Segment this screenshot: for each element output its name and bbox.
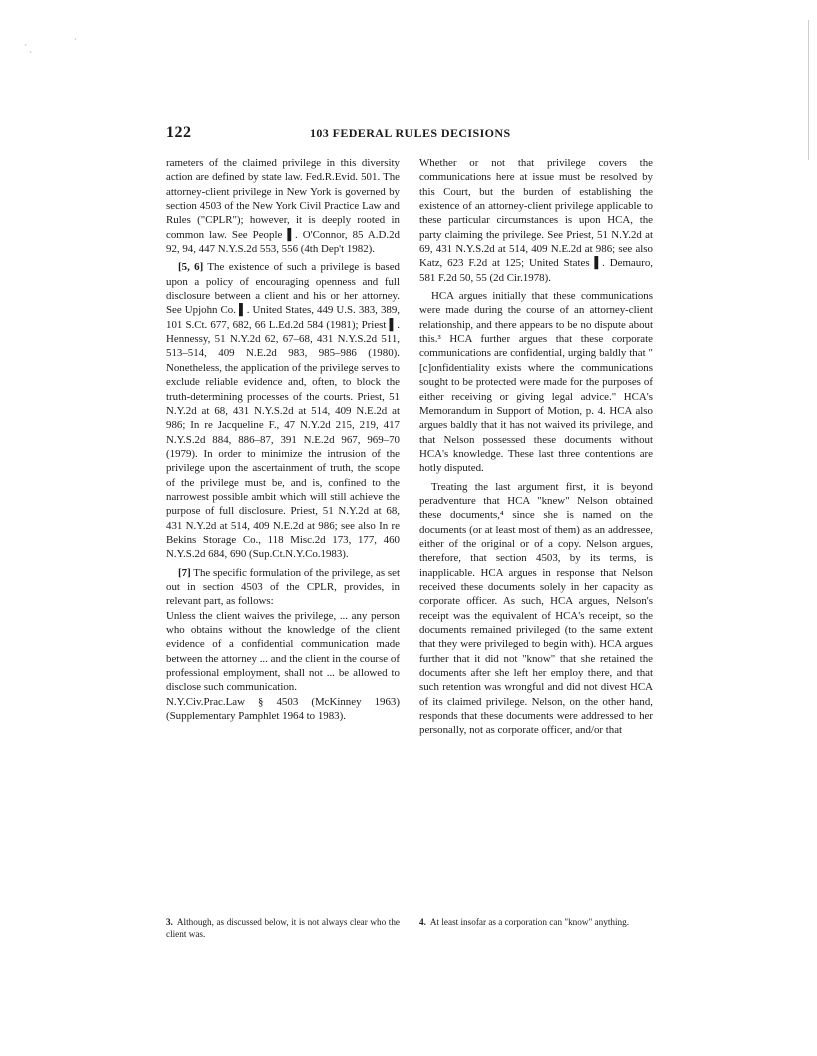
- headnote-number: [7]: [178, 566, 191, 579]
- scan-edge-line: [808, 20, 809, 160]
- footnote-number: 3.: [166, 917, 173, 927]
- paragraph: [166, 566, 400, 609]
- scan-speck: ˊ: [74, 37, 77, 47]
- footnote-number: 4.: [419, 917, 426, 927]
- paragraph-text: The specific formulation of the privilege, as set out in section 4503 of the CPLR, provides, in relevant part, as follows:: [166, 566, 400, 608]
- scan-speck: ˊ ˎ: [24, 43, 33, 53]
- block-quote: Unless the client waives the privilege, ... any person who obtains without the knowledge of the client evidence of a confidential communication made between the attorney ... and the client in the course of professional employment, shall not ... be allowed to disclose such communication.: [166, 609, 400, 694]
- paragraph-text: The existence of such a privilege is based upon a policy of encouraging openness and full disclosure between a client and his or her attorney. See Upjohn Co. ▌. United States, 449 U.S. 383, 389, 101 S.Ct. 677, 682, 66 L.Ed.2d 584 (1981); Priest ▌. Hennessy, 51 N.Y.2d 62, 67–68, 431 N.Y.S.2d 511, 513–514, 409 N.E.2d 983, 985–986 (1980). Nonetheless, the application of the privilege serves to exclude reliable evidence and, often, to block the truth-determining processes of the courts. Priest, 51 N.Y.2d at 68, 431 N.Y.S.2d at 514, 409 N.E.2d at 986; In re Jacqueline F., 47 N.Y.2d 215, 219, 417 N.Y.S.2d 884, 886–87, 391 N.E.2d 967, 969–70 (1979). In order to minimize the intrusion of the privilege upon the ascertainment of truth, the scope of the privilege must be, and is, confined to the narrowest possible ambit which will still achieve the purpose of full disclosure. Priest, 51 N.Y.2d at 68, 431 N.Y.2d at 514, 409 N.E.2d at 986; see also In re Bekins Storage Co., 118 Misc.2d 173, 177, 460 N.Y.S.2d 684, 690 (Sup.Ct.N.Y.Co.1983).: [166, 261, 400, 561]
- paragraph: HCA argues initially that these communications were made during the course of an attorney-client relationship, and there appears to be no dispute about this.³ HCA further argues that these corporate communications are confidential, urging baldly that "[c]onfidentiality exists where the communications sought to be protected were made for the purposes of either receiving or giving legal advice." HCA's Memorandum in Support of Motion, p. 4. HCA also argues baldly that it has not waived its privilege, and that Nelson possessed these documents without HCA's knowledge. These last three contentions are hotly disputed.: [419, 290, 653, 475]
- left-column: [166, 156, 400, 723]
- right-column: [419, 156, 653, 738]
- footnote-text: At least insofar as a corporation can "know" anything.: [429, 917, 629, 927]
- footnote-text: Although, as discussed below, it is not always clear who the client was.: [166, 917, 400, 939]
- headnote-number: [5, 6]: [178, 261, 204, 274]
- footnote: [419, 917, 653, 929]
- paragraph: [166, 260, 400, 561]
- paragraph: N.Y.Civ.Prac.Law § 4503 (McKinney 1963) (Supplementary Pamphlet 1964 to 1983).: [166, 695, 400, 723]
- paragraph: rameters of the claimed privilege in this diversity action are defined by state law. Fed.R.Evid. 501. The attorney-client privilege in New York is governed by section 4503 of the New York Civil Practice Law and Rules ("CPLR"); however, it is deeply rooted in common law. See People ▌. O'Connor, 85 A.D.2d 92, 94, 447 N.Y.S.2d 553, 556 (4th Dep't 1982).: [166, 157, 400, 256]
- paragraph: Whether or not that privilege covers the communications here at issue must be resolved by this Court, but the burden of establishing the existence of an attorney-client privilege applicable to these particular circumstances is upon HCA, the party claiming the privilege. See Priest, 51 N.Y.2d at 69, 431 N.Y.S.2d at 514, 409 N.E.2d at 986; see also Katz, 623 F.2d at 125; United States ▌. Demauro, 581 F.2d 50, 55 (2d Cir.1978).: [419, 157, 653, 284]
- paragraph: Treating the last argument first, it is beyond peradventure that HCA "knew" Nelson obtained these documents,⁴ since she is named on the documents (or at least most of them) as an addressee, either of the original or of a copy. Nelson argues, therefore, that section 4503, by its terms, is inapplicable. HCA argues in response that Nelson received these documents solely in her capacity as corporate officer. As such, HCA argues, Nelson's receipt was the equivalent of HCA's receipt, so the documents remained privileged (to the same extent that they were privileged to begin with). HCA argues further that it did not "know" that she retained the documents after she left her employ there, and that such retention was wrongful and did not divest HCA of its claimed privilege. Nelson, on the other hand, responds that these documents were addressed to her personally, not as corporate officer, and/or that: [419, 480, 653, 737]
- footnote: [166, 917, 400, 940]
- running-head: 103 FEDERAL RULES DECISIONS: [310, 126, 511, 140]
- page-number: 122: [166, 124, 192, 141]
